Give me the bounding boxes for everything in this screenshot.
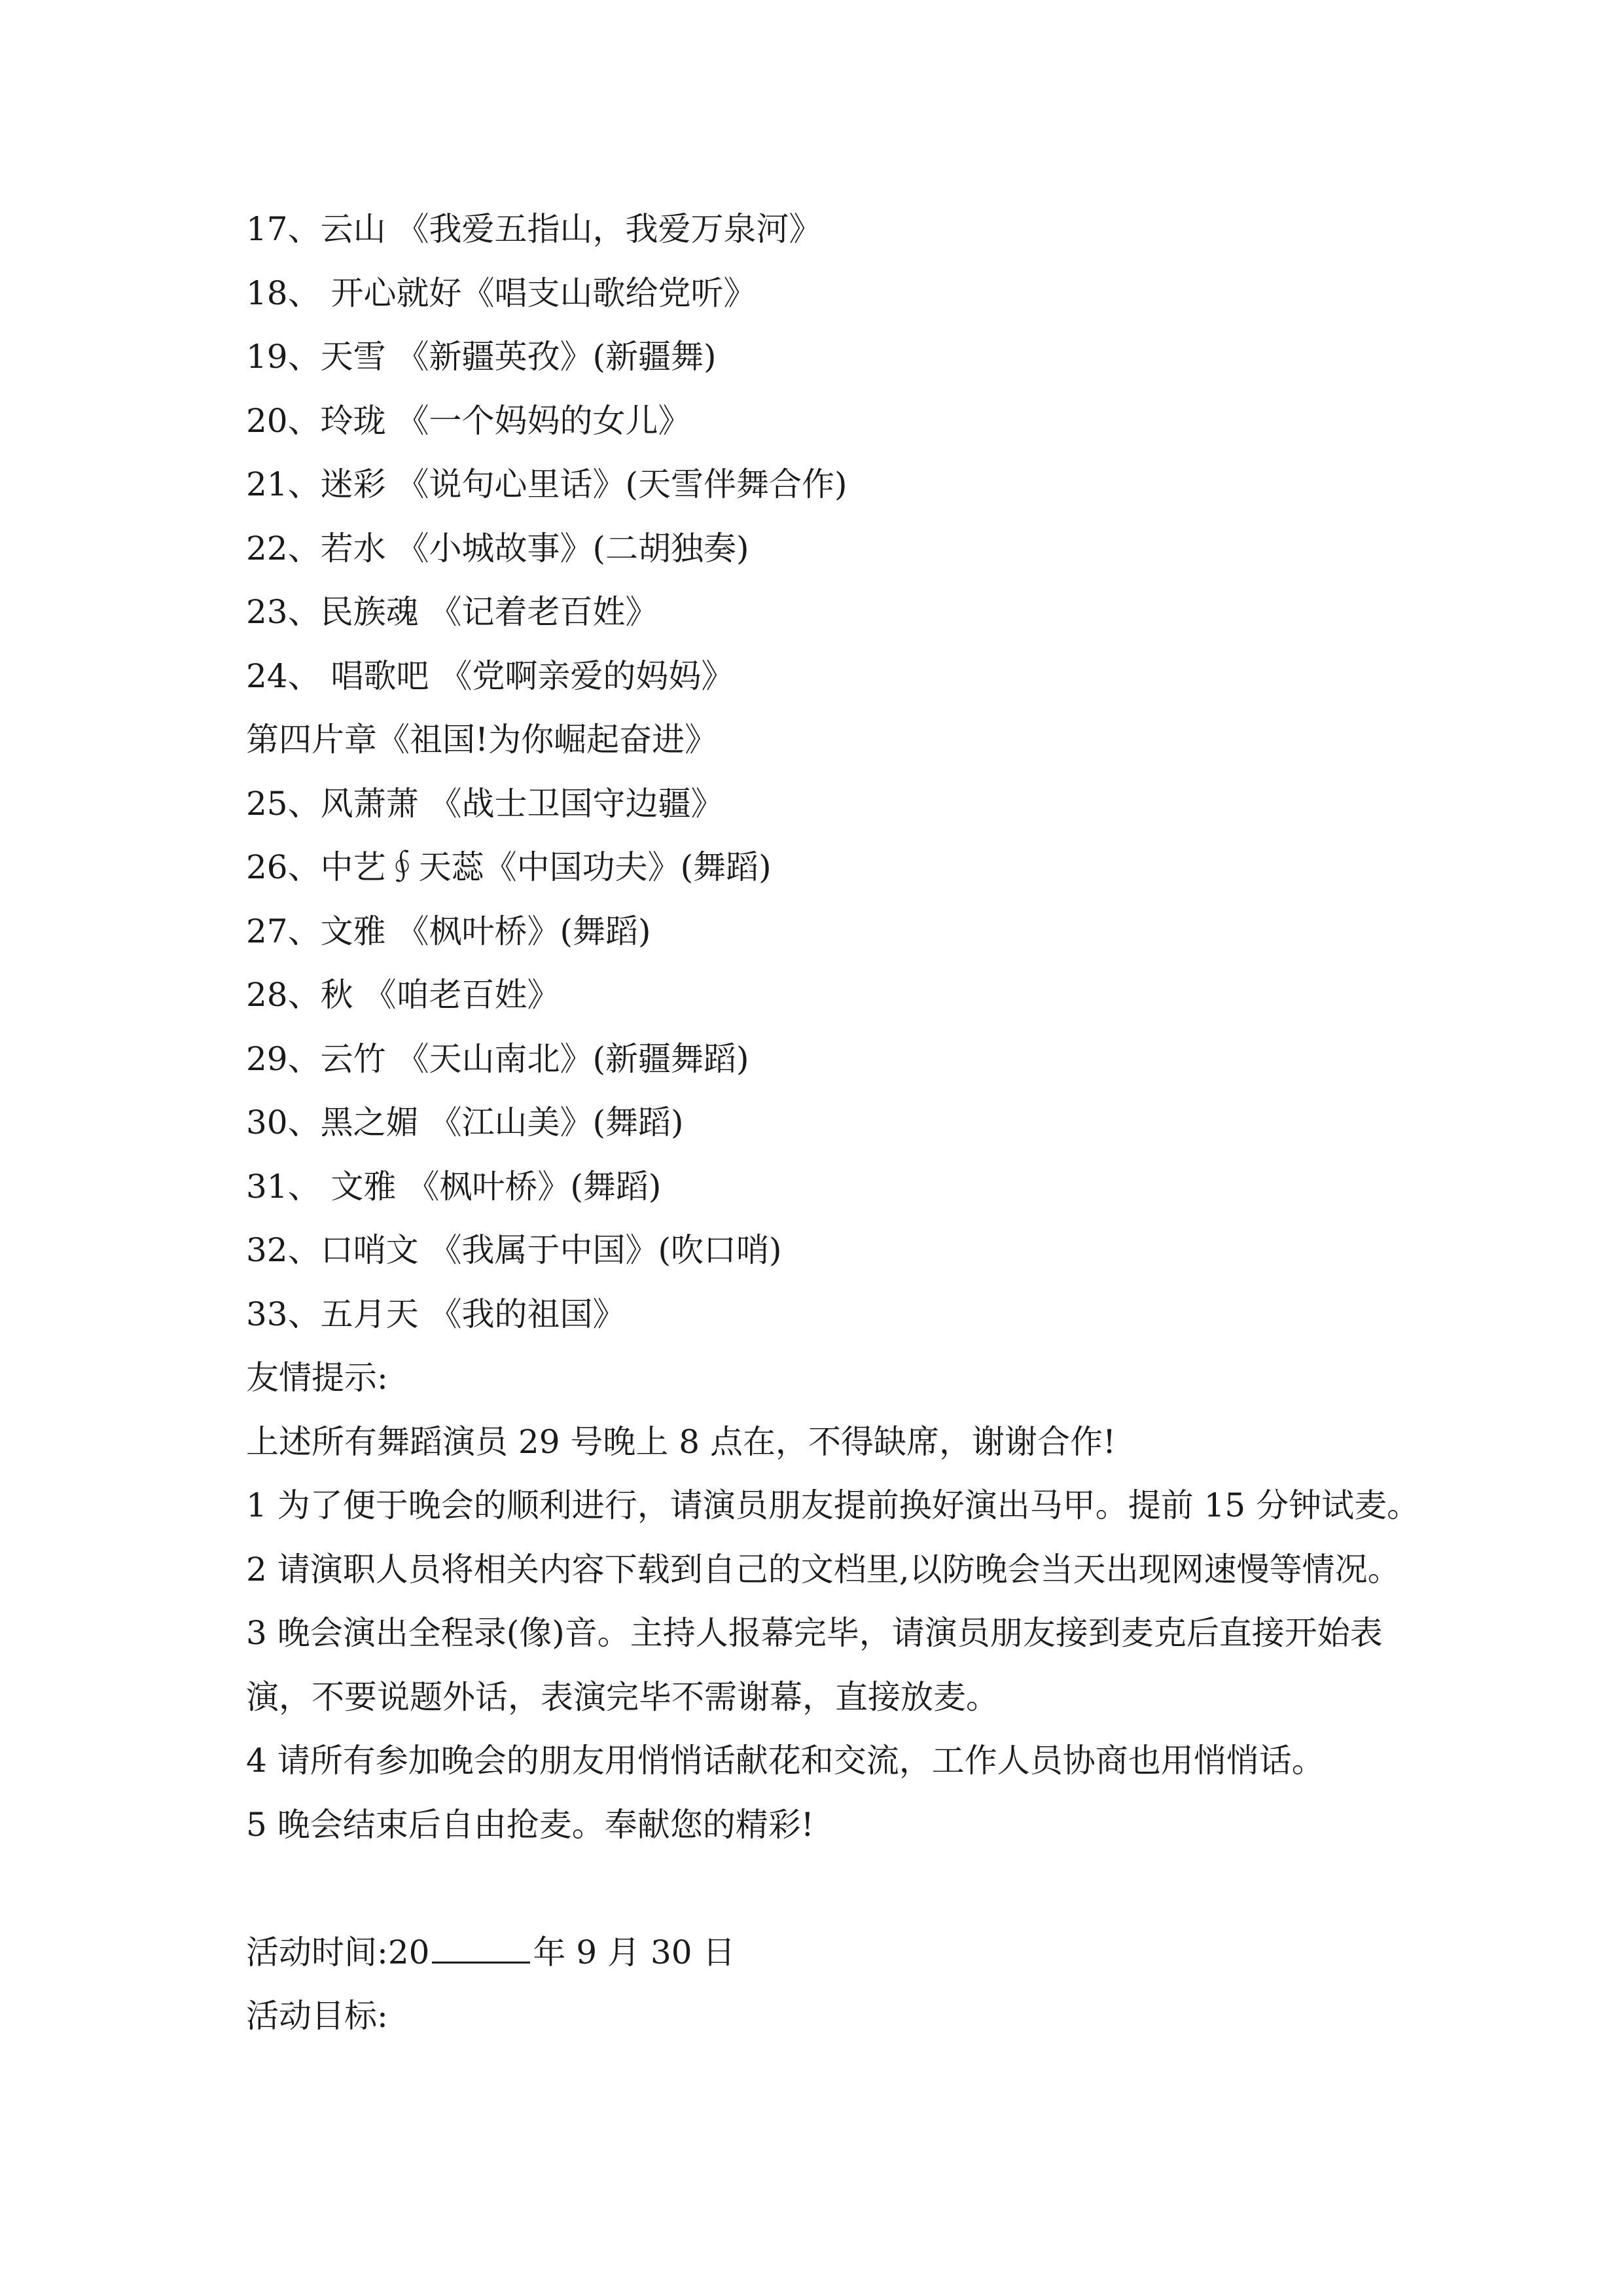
program-item: 28、秋 《咱老百姓》 (246, 976, 560, 1014)
tips-line: 4 请所有参加晚会的朋友用悄悄话献花和交流，工作人员协商也用悄悄话。 (246, 1742, 1325, 1780)
program-item: 31、 文雅 《枫叶桥》(舞蹈) (246, 1167, 662, 1206)
program-item: 29、云竹 《天山南北》(新疆舞蹈) (246, 1039, 749, 1078)
program-item: 23、民族魂 《记着老百姓》 (246, 593, 658, 631)
program-item: 25、风萧萧 《战士卫国守边疆》 (246, 784, 724, 823)
activity-goal-label: 活动目标: (246, 1997, 388, 2035)
tips-line: 1 为了便于晚会的顺利进行，请演员朋友提前换好演出马甲。提前 15 分钟试麦。 (246, 1486, 1420, 1524)
program-item: 20、玲珑 《一个妈妈的女儿》 (246, 401, 691, 440)
program-item: 24、 唱歌吧 《党啊亲爱的妈妈》 (246, 656, 734, 695)
activity-time-rest: 年 9 月 30 日 (533, 1933, 736, 1971)
activity-time (246, 1921, 1450, 1985)
tips-line: 3 晚会演出全程录(像)音。主持人报幕完毕，请演员朋友接到麦克后直接开始表 (246, 1614, 1383, 1652)
document-body (246, 198, 1450, 2049)
tips-line: 演，不要说题外话，表演完毕不需谢幕，直接放麦。 (246, 1677, 999, 1716)
tips-line: 2 请演职人员将相关内容下载到自己的文档里,以防晚会当天出现网速慢等情况。 (246, 1550, 1400, 1588)
program-item: 18、 开心就好《唱支山歌给党听》 (246, 274, 757, 312)
chapter-heading: 第四片章《祖国!为你崛起奋进》 (246, 721, 718, 759)
program-item: 30、黑之媚 《江山美》(舞蹈) (246, 1103, 684, 1141)
year-blank-underline (432, 1935, 530, 1964)
program-item: 21、迷彩 《说句心里话》(天雪伴舞合作) (246, 465, 847, 503)
tips-line: 上述所有舞蹈演员 29 号晚上 8 点在，不得缺席，谢谢合作! (246, 1422, 1116, 1461)
program-item: 26、中艺∮天蕊《中国功夫》(舞蹈) (246, 848, 772, 886)
program-item: 19、天雪 《新疆英孜》(新疆舞) (246, 338, 717, 376)
activity-time-year-prefix: 20 (387, 1933, 430, 1971)
program-item: 32、口哨文 《我属于中国》(吹口哨) (246, 1231, 782, 1269)
program-item: 17、云山 《我爱五指山，我爱万泉河》 (246, 210, 822, 248)
blank-line (246, 1857, 1450, 1921)
program-item: 27、文雅 《枫叶桥》(舞蹈) (246, 912, 651, 950)
tips-heading: 友情提示: (246, 1359, 388, 1397)
activity-time-label: 活动时间: (246, 1933, 388, 1971)
tips-line: 5 晚会结束后自由抢麦。奉献您的精彩! (246, 1805, 814, 1844)
program-item: 33、五月天 《我的祖国》 (246, 1295, 626, 1333)
program-item: 22、若水 《小城故事》(二胡独奏) (246, 529, 749, 567)
